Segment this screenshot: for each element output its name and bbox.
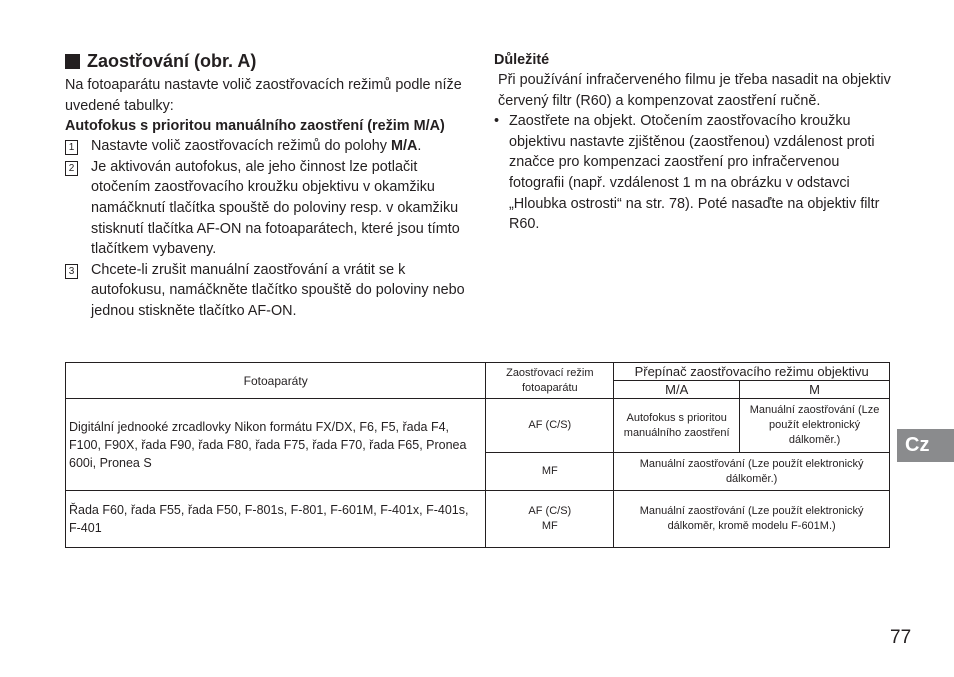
section-heading-text: Zaostřování (obr. A) — [87, 51, 257, 71]
header-m: M — [740, 381, 890, 399]
step-2 — [65, 157, 465, 260]
step-bold: M/A — [390, 138, 418, 155]
header-ma: M/A — [614, 381, 740, 399]
row1-mf-both: Manuální zaostřování (Lze použít elektronický dálkoměr.) — [614, 453, 890, 491]
language-tab: Cz — [897, 429, 954, 462]
step-number: 1 — [65, 140, 78, 155]
step-number: 3 — [65, 264, 78, 279]
step-text: Nastavte volič zaostřovacích režimů do polohy — [91, 138, 391, 155]
row1-af-m: Manuální zaostřování (Lze použít elektronický dálkoměr.) — [740, 399, 890, 453]
header-lens-switch: Přepínač zaostřovacího režimu objektivu — [614, 363, 890, 381]
row1-mf-mode: MF — [486, 453, 614, 491]
right-column — [494, 50, 894, 235]
page-number: 77 — [890, 627, 912, 648]
important-paragraph: Při používání infračerveného filmu je třeba nasadit na objektiv červený filtr (R60) a kompenzovat zaostření ručně. — [498, 72, 891, 109]
step-3 — [65, 260, 465, 322]
heading-square-icon — [65, 54, 80, 69]
row1-af-mode: AF (C/S) — [486, 399, 614, 453]
subheading: Autofokus s prioritou manuálního zaostření (režim M/A) — [65, 118, 445, 135]
step-1: 1 Nastavte volič zaostřovacích režimů do polohy M/A. — [65, 136, 465, 157]
row2-mode-af: AF (C/S) — [528, 505, 572, 517]
row2-both: Manuální zaostřování (Lze použít elektronický dálkoměr, kromě modelu F-601M.) — [614, 491, 890, 548]
header-camera-mode: Zaostřovací režim fotoaparátu — [486, 363, 614, 399]
intro-paragraph: Na fotoaparátu nastavte volič zaostřovacích režimů podle níže uvedené tabulky: — [65, 77, 462, 114]
section-heading — [65, 50, 465, 72]
row2-mode-mf: MF — [541, 520, 558, 532]
step-number: 2 — [65, 161, 78, 176]
compatibility-table — [65, 362, 890, 548]
row2-cameras: Řada F60, řada F55, řada F50, F-801s, F-801, F-601M, F-401x, F-401s, F-401 — [66, 491, 486, 548]
row1-cameras: Digitální jednooké zrcadlovky Nikon formátu FX/DX, F6, F5, řada F4, F100, F90X, řada F90, řada F80, řada F75, řada F70, řada F65, Pronea 600i, Pronea S — [66, 399, 486, 491]
bullet-icon: • — [494, 113, 500, 130]
important-heading: Důležité — [494, 52, 550, 68]
row2-mode — [486, 491, 614, 548]
left-column — [65, 50, 465, 322]
row1-af-ma: Autofokus s prioritou manuálního zaostření — [614, 399, 740, 453]
important-bullet — [494, 111, 894, 235]
step-text: Chcete-li zrušit manuální zaostřování a vrátit se k autofokusu, namáčkněte tlačítko spouště do poloviny nebo jednou stiskněte tlačítko AF-ON. — [91, 261, 465, 319]
bullet-text: Zaostřete na objekt. Otočením zaostřovacího kroužku objektivu nastavte zjištěnou (zaostřenou) vzdálenost proti značce pro kompenzaci zaostření pro infračervenou fotografii (např. vzdálenost 1 m na obrázku v odstavci „Hloubka ostrosti“ na str. 78). Poté nasaďte na objektiv filtr R60. — [509, 113, 880, 233]
step-text: Je aktivován autofokus, ale jeho činnost lze potlačit otočením zaostřovacího kroužku objektivu v okamžiku namáčknutí tlačítka spouště do poloviny resp. v okamžiku stisknutí tlačítka AF-ON na fotoaparátech, které jsou tímto tlačítkem vybaveny. — [91, 158, 460, 258]
header-cameras: Fotoaparáty — [66, 363, 486, 399]
